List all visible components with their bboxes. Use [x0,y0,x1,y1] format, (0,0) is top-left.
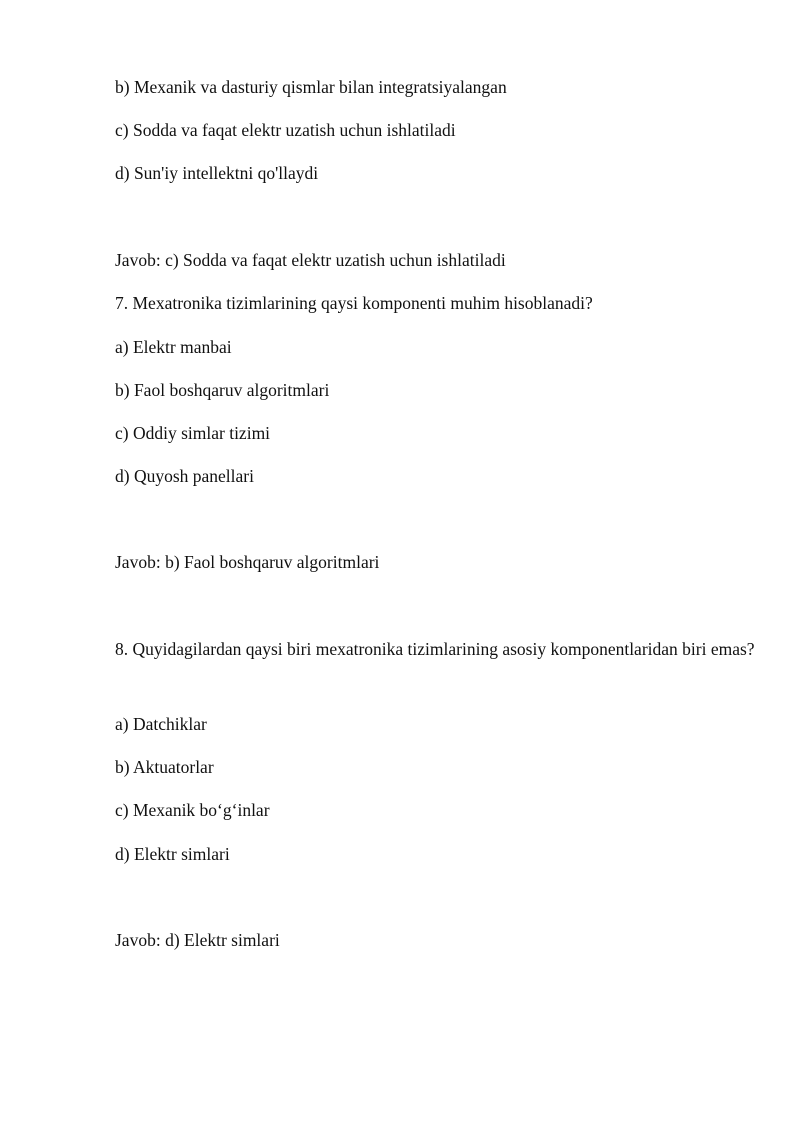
question-7-option-a: a) Elektr manbai [115,337,232,357]
question-7-text: 7. Mexatronika tizimlarining qaysi komponenti muhim hisoblanadi? [115,293,593,313]
prev-question-option-d: d) Sun'iy intellektni qo'llaydi [115,163,319,183]
question-7-option-c: c) Oddiy simlar tizimi [115,423,271,443]
question-8-text: 8. Quyidagilardan qaysi biri mexatronika tizimlarining asosiy komponentlaridan biri emas? [115,639,755,659]
question-8-option-a: a) Datchiklar [115,714,207,734]
question-8-option-c: c) Mexanik bo‘g‘inlar [115,800,270,820]
prev-question-option-c: c) Sodda va faqat elektr uzatish uchun ishlatiladi [115,120,456,140]
question-8-option-b: b) Aktuatorlar [115,757,214,777]
question-8-option-d: d) Elektr simlari [115,844,230,864]
question-8-answer: Javob: d) Elektr simlari [115,930,280,950]
question-7-option-b: b) Faol boshqaruv algoritmlari [115,380,330,400]
question-7-option-d: d) Quyosh panellari [115,466,254,486]
question-7-answer: Javob: b) Faol boshqaruv algoritmlari [115,552,380,572]
prev-question-answer: Javob: c) Sodda va faqat elektr uzatish uchun ishlatiladi [115,250,506,270]
prev-question-option-b: b) Mexanik va dasturiy qismlar bilan integratsiyalangan [115,77,507,97]
